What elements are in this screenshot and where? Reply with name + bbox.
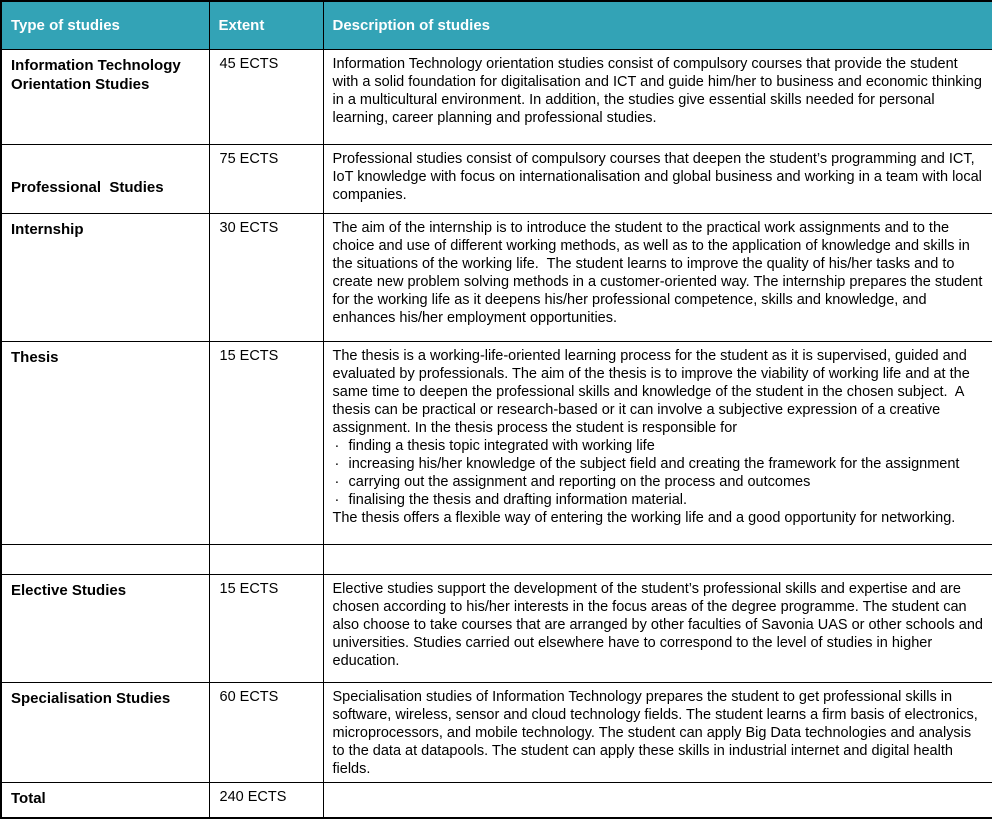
bullet-dot-icon: · bbox=[334, 455, 340, 472]
table-header-row bbox=[1, 1, 992, 49]
header-description-of-studies: Description of studies bbox=[323, 1, 992, 49]
cell-desc-specialisation bbox=[323, 682, 992, 782]
row-internship bbox=[1, 213, 992, 341]
thesis-bullet-text: finalising the thesis and drafting information material. bbox=[348, 491, 688, 508]
cell-desc-elective bbox=[323, 574, 992, 682]
cell-type-internship: Internship bbox=[1, 213, 209, 341]
cell-extent-thesis: 15 ECTS bbox=[209, 341, 323, 544]
bullet-dot-icon: · bbox=[334, 473, 340, 490]
cell-extent-elective: 15 ECTS bbox=[209, 574, 323, 682]
cell-desc-it-orientation bbox=[323, 49, 992, 144]
bullet-dot-icon: · bbox=[334, 437, 340, 454]
row-elective-studies bbox=[1, 574, 992, 682]
desc-text: Information Technology orientation studies consist of compulsory courses that provide the student with a solid foundation for digitalisation and ICT and guide him/her to business and economic thinking in a multicultural environment. In addition, the studies give essential skills needed for personal learning, career planning and professional studies. bbox=[332, 55, 986, 126]
thesis-bullet-item bbox=[333, 437, 985, 455]
thesis-bullet-text: finding a thesis topic integrated with working life bbox=[348, 437, 655, 454]
cell-desc-empty bbox=[323, 544, 992, 574]
thesis-bullet-text: carrying out the assignment and reporting on the process and outcomes bbox=[348, 473, 811, 490]
cell-type-it-orientation: Information Technology Orientation Studies bbox=[1, 49, 209, 144]
thesis-bullet-item bbox=[333, 455, 985, 473]
desc-text: The aim of the internship is to introduce the student to the practical work assignments and to the choice and use of different working methods, as well as to the application of knowledge and skills in the situations of the working life. The student learns to improve the quality of his/her tasks and to create new problem solving methods in a customer-oriented way. The internship prepares the student for the working life as it deepens his/her professional competence, skills and knowledge, and enhances his/her employment opportunities. bbox=[332, 219, 987, 326]
thesis-description-intro: The thesis is a working-life-oriented learning process for the student as it is supervised, guided and evaluated by professionals. The aim of the thesis is to improve the viability of working life and at the same time to deepen the professional skills and knowledge of the student in the chosen subject. A thesis can be practical or research-based or it can involve a subjective expression of a creative assignment. In the thesis process the student is responsible for bbox=[332, 347, 974, 436]
cell-type-elective: Elective Studies bbox=[1, 574, 209, 682]
cell-extent-specialisation: 60 ECTS bbox=[209, 682, 323, 782]
cell-type-thesis: Thesis bbox=[1, 341, 209, 544]
desc-text: Elective studies support the development of the student’s professional skills and expertise and are chosen according to his/her interests in the focus areas of the degree programme. The student can also choose to take courses that are arranged by other faculties of Savonia UAS or other schools and universities. Studies carried out elsewhere have to correspond to the level of studies in higher education. bbox=[332, 580, 987, 669]
header-type-of-studies: Type of studies bbox=[1, 1, 209, 49]
cell-desc-internship bbox=[323, 213, 992, 341]
row-thesis bbox=[1, 341, 992, 544]
row-it-orientation-studies bbox=[1, 49, 992, 144]
cell-desc-thesis bbox=[323, 341, 992, 544]
cell-type-professional: Professional Studies bbox=[1, 144, 209, 213]
row-professional-studies bbox=[1, 144, 992, 213]
cell-type-specialisation: Specialisation Studies bbox=[1, 682, 209, 782]
cell-type-total: Total bbox=[1, 782, 209, 818]
cell-extent-total: 240 ECTS bbox=[209, 782, 323, 818]
row-specialisation-studies bbox=[1, 682, 992, 782]
thesis-bullet-item bbox=[333, 491, 985, 509]
cell-desc-total bbox=[323, 782, 992, 818]
thesis-description-outro: The thesis offers a flexible way of entering the working life and a good opportunity for networking. bbox=[332, 509, 956, 526]
cell-extent-professional: 75 ECTS bbox=[209, 144, 323, 213]
header-extent: Extent bbox=[209, 1, 323, 49]
desc-text: Specialisation studies of Information Technology prepares the student to get professional skills in software, wireless, sensor and cloud technology fields. The student learns a firm basis of electronics, microprocessors, and mobile technology. The student can apply Big Data technologies and analysis to the data at datapools. The student can apply these skills in industrial internet and digital health fields. bbox=[332, 688, 982, 777]
row-empty bbox=[1, 544, 992, 574]
cell-type-empty bbox=[1, 544, 209, 574]
row-total bbox=[1, 782, 992, 818]
thesis-bullet-text: increasing his/her knowledge of the subject field and creating the framework for the assignment bbox=[348, 455, 960, 472]
cell-extent-empty bbox=[209, 544, 323, 574]
cell-extent-internship: 30 ECTS bbox=[209, 213, 323, 341]
desc-text: Professional studies consist of compulsory courses that deepen the student’s programming and ICT, IoT knowledge with focus on internationalisation and global business and working in a team with local companies. bbox=[332, 150, 986, 203]
cell-desc-professional bbox=[323, 144, 992, 213]
cell-extent-it-orientation: 45 ECTS bbox=[209, 49, 323, 144]
thesis-bullet-item bbox=[333, 473, 985, 491]
bullet-dot-icon: · bbox=[334, 491, 340, 508]
